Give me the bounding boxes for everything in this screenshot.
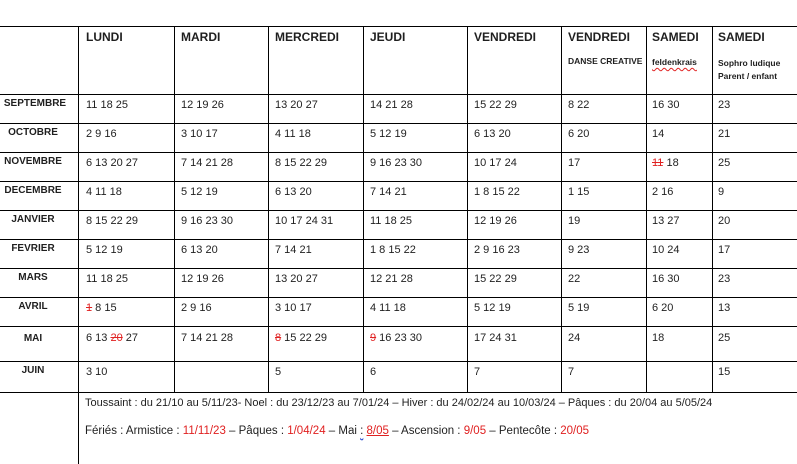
- date-cell: 7: [568, 366, 575, 378]
- date-cell: 12 19 26: [181, 99, 224, 111]
- col-line: [78, 26, 79, 464]
- row-line: [0, 361, 797, 362]
- date-cell: 5 19: [568, 302, 590, 314]
- date-cell: 17 24 31: [474, 332, 517, 344]
- date-text: 15 22 29: [281, 332, 327, 344]
- date-cell: 7 14 21: [275, 244, 312, 256]
- date-cell: 24: [568, 332, 581, 344]
- row-line: [0, 26, 797, 27]
- header-lundi: LUNDI: [86, 30, 123, 44]
- date-cell: 7 14 21: [370, 186, 407, 198]
- date-cell: 4 11 18: [370, 302, 406, 314]
- month-label: NOVEMBRE: [4, 156, 62, 167]
- date-cell: 7 14 21 28: [181, 332, 233, 344]
- ascension-label: – Ascension :: [388, 425, 464, 437]
- date-cell: 6 13 20: [474, 128, 511, 140]
- date-cell: 3 10: [86, 366, 108, 378]
- date-cell: [652, 157, 679, 169]
- date-cell: 12 19 26: [474, 215, 517, 227]
- date-cell: 2 9 16 23: [474, 244, 520, 256]
- col-line: [561, 26, 562, 392]
- date-cell: 25: [718, 332, 731, 344]
- date-cell: 7 14 21 28: [181, 157, 233, 169]
- header-samedi-sophro-sub1: Sophro ludique: [718, 58, 781, 68]
- row-line: [0, 268, 797, 269]
- row-line: [0, 210, 797, 211]
- date-text: 6 13: [86, 332, 111, 344]
- paques-label: – Pâques :: [225, 425, 288, 437]
- date-cell: 1 8 15 22: [370, 244, 416, 256]
- date-cell: 6 13 20 27: [86, 157, 138, 169]
- month-label: OCTOBRE: [8, 127, 58, 138]
- date-cell: 10 17 24 31: [275, 215, 334, 227]
- month-label: DECEMBRE: [4, 185, 62, 196]
- date-cell: 5 12 19: [370, 128, 407, 140]
- header-vendredi: VENDREDI: [474, 30, 537, 44]
- header-samedi-sophro-sub2: Parent / enfant: [718, 71, 778, 81]
- date-cell: [370, 332, 422, 344]
- month-label: JUIN: [21, 365, 45, 376]
- date-cell: 23: [718, 99, 731, 111]
- date-cell: 9: [718, 186, 725, 198]
- date-cell: 16 30: [652, 99, 680, 111]
- header-samedi-sophro: SAMEDI: [718, 30, 765, 44]
- row-line: [0, 152, 797, 153]
- row-line: [0, 94, 797, 95]
- date-cell: [275, 332, 327, 344]
- feries-label: Fériés : Armistice :: [85, 425, 183, 437]
- date-cell: 9 16 23 30: [181, 215, 233, 227]
- date-cell: 8 15 22 29: [86, 215, 138, 227]
- date-cell: 13: [718, 302, 731, 314]
- pentecote-label: – Pentecôte :: [486, 425, 561, 437]
- date-cell: 12 19 26: [181, 273, 224, 285]
- mai-colon: :: [360, 425, 364, 437]
- date-cell: 21: [718, 128, 731, 140]
- header-vendredi-danse: VENDREDI: [568, 30, 631, 44]
- month-label: JANVIER: [11, 214, 55, 225]
- col-line: [268, 26, 269, 392]
- date-cell: 23: [718, 273, 731, 285]
- date-cell: 5 12 19: [474, 302, 511, 314]
- date-cell: 16 30: [652, 273, 680, 285]
- armistice-date: 11/11/23: [182, 425, 226, 437]
- row-line: [0, 297, 797, 298]
- paques-date: 1/04/24: [287, 425, 326, 437]
- date-cell: 17: [718, 244, 731, 256]
- row-line: [0, 181, 797, 182]
- date-cell: 6: [370, 366, 377, 378]
- date-cell: 1 15: [568, 186, 590, 198]
- date-text: 16 23 30: [376, 332, 422, 344]
- date-cell: 14 21 28: [370, 99, 413, 111]
- row-line: [0, 123, 797, 124]
- row-line: [0, 392, 797, 393]
- date-cell: 19: [568, 215, 581, 227]
- row-line: [0, 239, 797, 240]
- feries-note: [85, 425, 589, 437]
- date-cell: 9 23: [568, 244, 590, 256]
- date-cell: 13 20 27: [275, 273, 318, 285]
- date-cell: 20: [718, 215, 731, 227]
- header-samedi-feldenkrais: SAMEDI: [652, 30, 699, 44]
- cancelled-date: 20: [110, 332, 123, 344]
- pentecote-date: 20/05: [560, 425, 590, 437]
- col-line: [712, 26, 713, 392]
- date-cell: 8 15 22 29: [275, 157, 327, 169]
- header-samedi-feldenkrais-sub: feldenkrais: [652, 57, 697, 67]
- cancelled-date: 1: [86, 302, 93, 314]
- col-line: [646, 26, 647, 392]
- date-cell: 2 9 16: [181, 302, 212, 314]
- date-cell: [86, 332, 138, 344]
- date-cell: 15 22 29: [474, 99, 517, 111]
- month-label: MAI: [23, 333, 43, 344]
- vacances-note: Toussaint : du 21/10 au 5/11/23- Noel : du 23/12/23 au 7/01/24 – Hiver : du 24/02/24 au 10/03/24 – Pâques : du 20/04 au 5/05/24: [85, 397, 713, 409]
- date-cell: 22: [568, 273, 581, 285]
- date-cell: 9 16 23 30: [370, 157, 422, 169]
- date-cell: 1 8 15 22: [474, 186, 520, 198]
- date-cell: 6 20: [652, 302, 674, 314]
- date-cell: 4 11 18: [86, 186, 122, 198]
- date-cell: 5 12 19: [86, 244, 123, 256]
- date-cell: 10 17 24: [474, 157, 517, 169]
- date-cell: 15: [718, 366, 731, 378]
- date-cell: 11 18 25: [86, 273, 129, 285]
- header-vendredi-danse-sub: DANSE CREATIVE: [568, 56, 643, 66]
- cancelled-date: 11: [652, 157, 664, 169]
- col-line: [363, 26, 364, 392]
- mai-label: – Mai: [325, 425, 361, 437]
- date-cell: 25: [718, 157, 731, 169]
- header-mercredi: MERCREDI: [275, 30, 340, 44]
- date-cell: 3 10 17: [275, 302, 312, 314]
- date-cell: 6 13 20: [181, 244, 218, 256]
- date-cell: 10 24: [652, 244, 680, 256]
- mai-date: 8/05: [366, 425, 389, 437]
- date-cell: 2 9 16: [86, 128, 117, 140]
- date-cell: 13 27: [652, 215, 680, 227]
- date-text: 8 15: [92, 302, 117, 314]
- date-cell: 18: [652, 332, 665, 344]
- date-cell: 7: [474, 366, 481, 378]
- date-cell: 5: [275, 366, 282, 378]
- date-cell: 13 20 27: [275, 99, 318, 111]
- date-cell: 3 10 17: [181, 128, 218, 140]
- date-cell: 6 13 20: [275, 186, 312, 198]
- header-mardi: MARDI: [181, 30, 221, 44]
- month-label: MARS: [18, 272, 48, 283]
- month-label: SEPTEMBRE: [3, 98, 67, 109]
- date-cell: 6 20: [568, 128, 590, 140]
- date-cell: 2 16: [652, 186, 674, 198]
- col-line: [174, 26, 175, 392]
- date-cell: 11 18 25: [370, 215, 413, 227]
- ascension-date: 9/05: [463, 425, 487, 437]
- cancelled-date: 8: [275, 332, 282, 344]
- date-cell: 8 22: [568, 99, 590, 111]
- date-cell: 17: [568, 157, 581, 169]
- row-line: [0, 326, 797, 327]
- date-cell: 5 12 19: [181, 186, 218, 198]
- date-text: 27: [122, 332, 139, 344]
- date-text: 18: [663, 157, 679, 169]
- month-label: FEVRIER: [11, 243, 55, 254]
- date-cell: [86, 302, 117, 314]
- col-line: [467, 26, 468, 392]
- date-cell: 4 11 18: [275, 128, 311, 140]
- date-cell: 14: [652, 128, 665, 140]
- month-label: AVRIL: [18, 301, 48, 312]
- cancelled-date: 9: [370, 332, 377, 344]
- date-cell: 15 22 29: [474, 273, 517, 285]
- date-cell: 11 18 25: [86, 99, 129, 111]
- header-jeudi: JEUDI: [370, 30, 406, 44]
- date-cell: 12 21 28: [370, 273, 413, 285]
